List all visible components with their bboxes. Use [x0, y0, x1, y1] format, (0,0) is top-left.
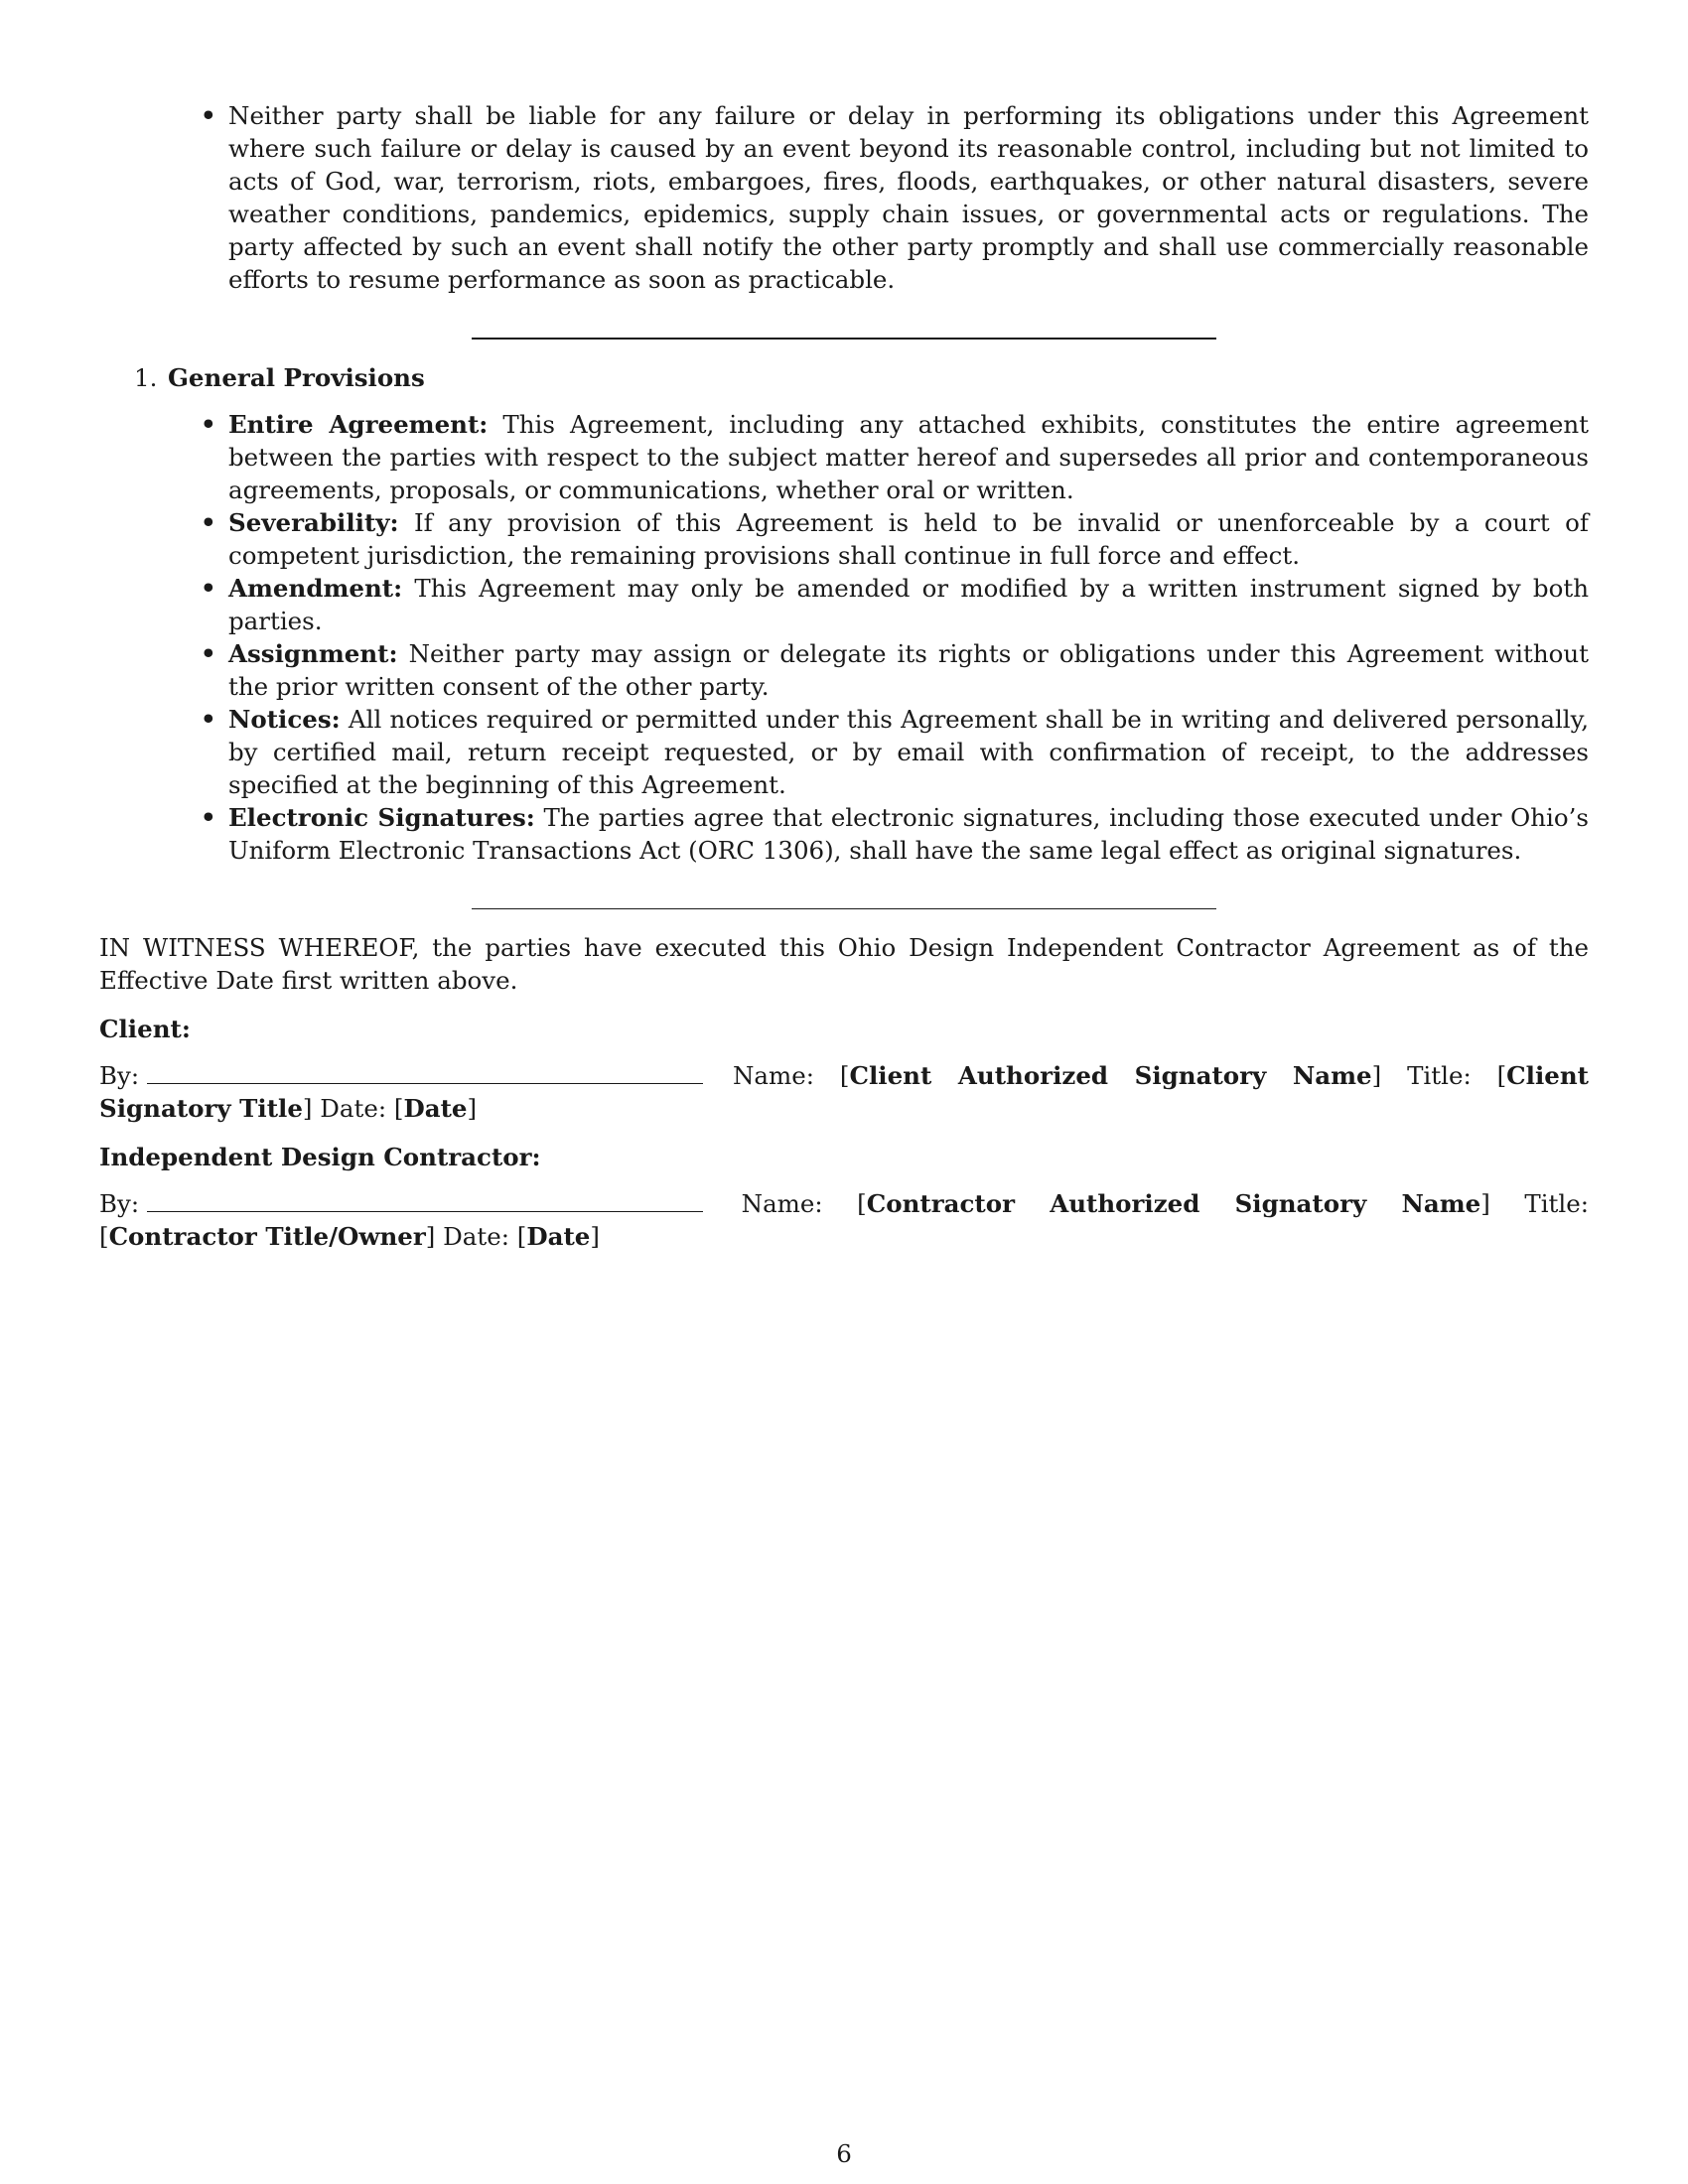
- force-majeure-text: Neither party shall be liable for any failure or delay in performing its obligations under this Agreement where such failure or delay is caused by an event beyond its reasonable control, including but not limited to acts of God, war, terrorism, riots, embargoes, fires, floods, earthquakes, or other natural disasters, severe weather conditions, pandemics, epidemics, supply chain issues, or governmental acts or regulations. The party affected by such an event shall notify the other party promptly and shall use commercially reasonable efforts to resume performance as soon as practicable.: [228, 101, 1589, 294]
- provision-text: All notices required or permitted under this Agreement shall be in writing and delivered personally, by certified mail, return receipt requested, or by email with confirmation of receipt, to the addresses specified at the beginning of this Agreement.: [228, 705, 1589, 799]
- provision-entire-agreement: [99, 408, 1589, 506]
- section-divider: [472, 338, 1216, 340]
- contractor-date-value: Date: [526, 1222, 591, 1251]
- provision-text: Neither party may assign or delegate its rights or obligations under this Agreement without the prior written consent of the other party.: [228, 639, 1589, 701]
- witness-statement: IN WITNESS WHEREOF, the parties have executed this Ohio Design Independent Contractor Agreement as of the Effective Date first written above.: [99, 933, 1589, 995]
- client-signature-block: By: Name: [Client Authorized Signatory Name] Title: [Client Signatory Title] Date: [Date]: [99, 1061, 1589, 1123]
- client-name-label: Name:: [732, 1061, 815, 1090]
- provision-term: Amendment:: [228, 574, 403, 603]
- provision-text: If any provision of this Agreement is held to be invalid or unenforceable by a court of competent jurisdiction, the remaining provisions shall continue in full force and effect.: [228, 508, 1589, 570]
- bullet-icon: •: [201, 574, 216, 603]
- client-title-label: Title:: [1407, 1061, 1472, 1090]
- bullet-icon: •: [201, 705, 216, 734]
- provision-text: This Agreement, including any attached exhibits, constitutes the entire agreement between the parties with respect to the subject matter hereof and supersedes all prior and contemporaneous agreements, proposals, or communications, whether oral or written.: [228, 410, 1589, 504]
- document-page: [99, 99, 1589, 1253]
- provision-text: The parties agree that electronic signatures, including those executed under Ohio’s Uniform Electronic Transactions Act (ORC 1306), shall have the same legal effect as original signatures.: [228, 803, 1589, 865]
- client-date-label: Date:: [320, 1094, 387, 1123]
- general-provisions-list: [99, 408, 1589, 867]
- bullet-icon: •: [201, 410, 216, 439]
- provision-term: Severability:: [228, 508, 399, 537]
- contractor-label: Independent Design Contractor:: [99, 1143, 541, 1171]
- client-date-value: Date: [403, 1094, 468, 1123]
- force-majeure-list: [99, 99, 1589, 296]
- client-title-value: Client Signatory Title: [99, 1061, 1589, 1123]
- bullet-icon: •: [201, 639, 216, 668]
- contractor-date-label: Date:: [443, 1222, 509, 1251]
- provision-amendment: [99, 572, 1589, 637]
- contractor-signature-block: By: Name: [Contractor Authorized Signatory Name] Title: [Contractor Title/Owner] Date: [Date]: [99, 1189, 1589, 1251]
- general-provisions-heading: [99, 361, 1589, 394]
- provision-electronic-signatures: [99, 801, 1589, 867]
- section-number: 1.: [134, 363, 158, 392]
- client-signature-line[interactable]: [147, 1063, 703, 1084]
- section-divider: [472, 908, 1216, 909]
- contractor-title-label: Title:: [1524, 1189, 1589, 1218]
- client-by-label: By:: [99, 1061, 140, 1090]
- provision-text: This Agreement may only be amended or modified by a written instrument signed by both parties.: [228, 574, 1589, 635]
- bullet-icon: •: [201, 803, 216, 832]
- client-name-value: Client Authorized Signatory Name: [849, 1061, 1372, 1090]
- provision-term: Entire Agreement:: [228, 410, 489, 439]
- contractor-signature-line[interactable]: [147, 1191, 703, 1212]
- contractor-name-label: Name:: [741, 1189, 823, 1218]
- page-number: 6: [836, 2139, 852, 2168]
- bullet-icon: •: [201, 101, 216, 130]
- provision-severability: [99, 506, 1589, 572]
- force-majeure-item: [99, 99, 1589, 296]
- provision-notices: [99, 703, 1589, 801]
- contractor-by-label: By:: [99, 1189, 140, 1218]
- provision-assignment: [99, 637, 1589, 703]
- provision-term: Assignment:: [228, 639, 398, 668]
- bullet-icon: •: [201, 508, 216, 537]
- provision-term: Electronic Signatures:: [228, 803, 535, 832]
- section-title: General Provisions: [168, 363, 425, 392]
- provision-term: Notices:: [228, 705, 341, 734]
- contractor-title-value: Contractor Title/Owner: [108, 1222, 426, 1251]
- client-label: Client:: [99, 1015, 191, 1043]
- contractor-name-value: Contractor Authorized Signatory Name: [866, 1189, 1481, 1218]
